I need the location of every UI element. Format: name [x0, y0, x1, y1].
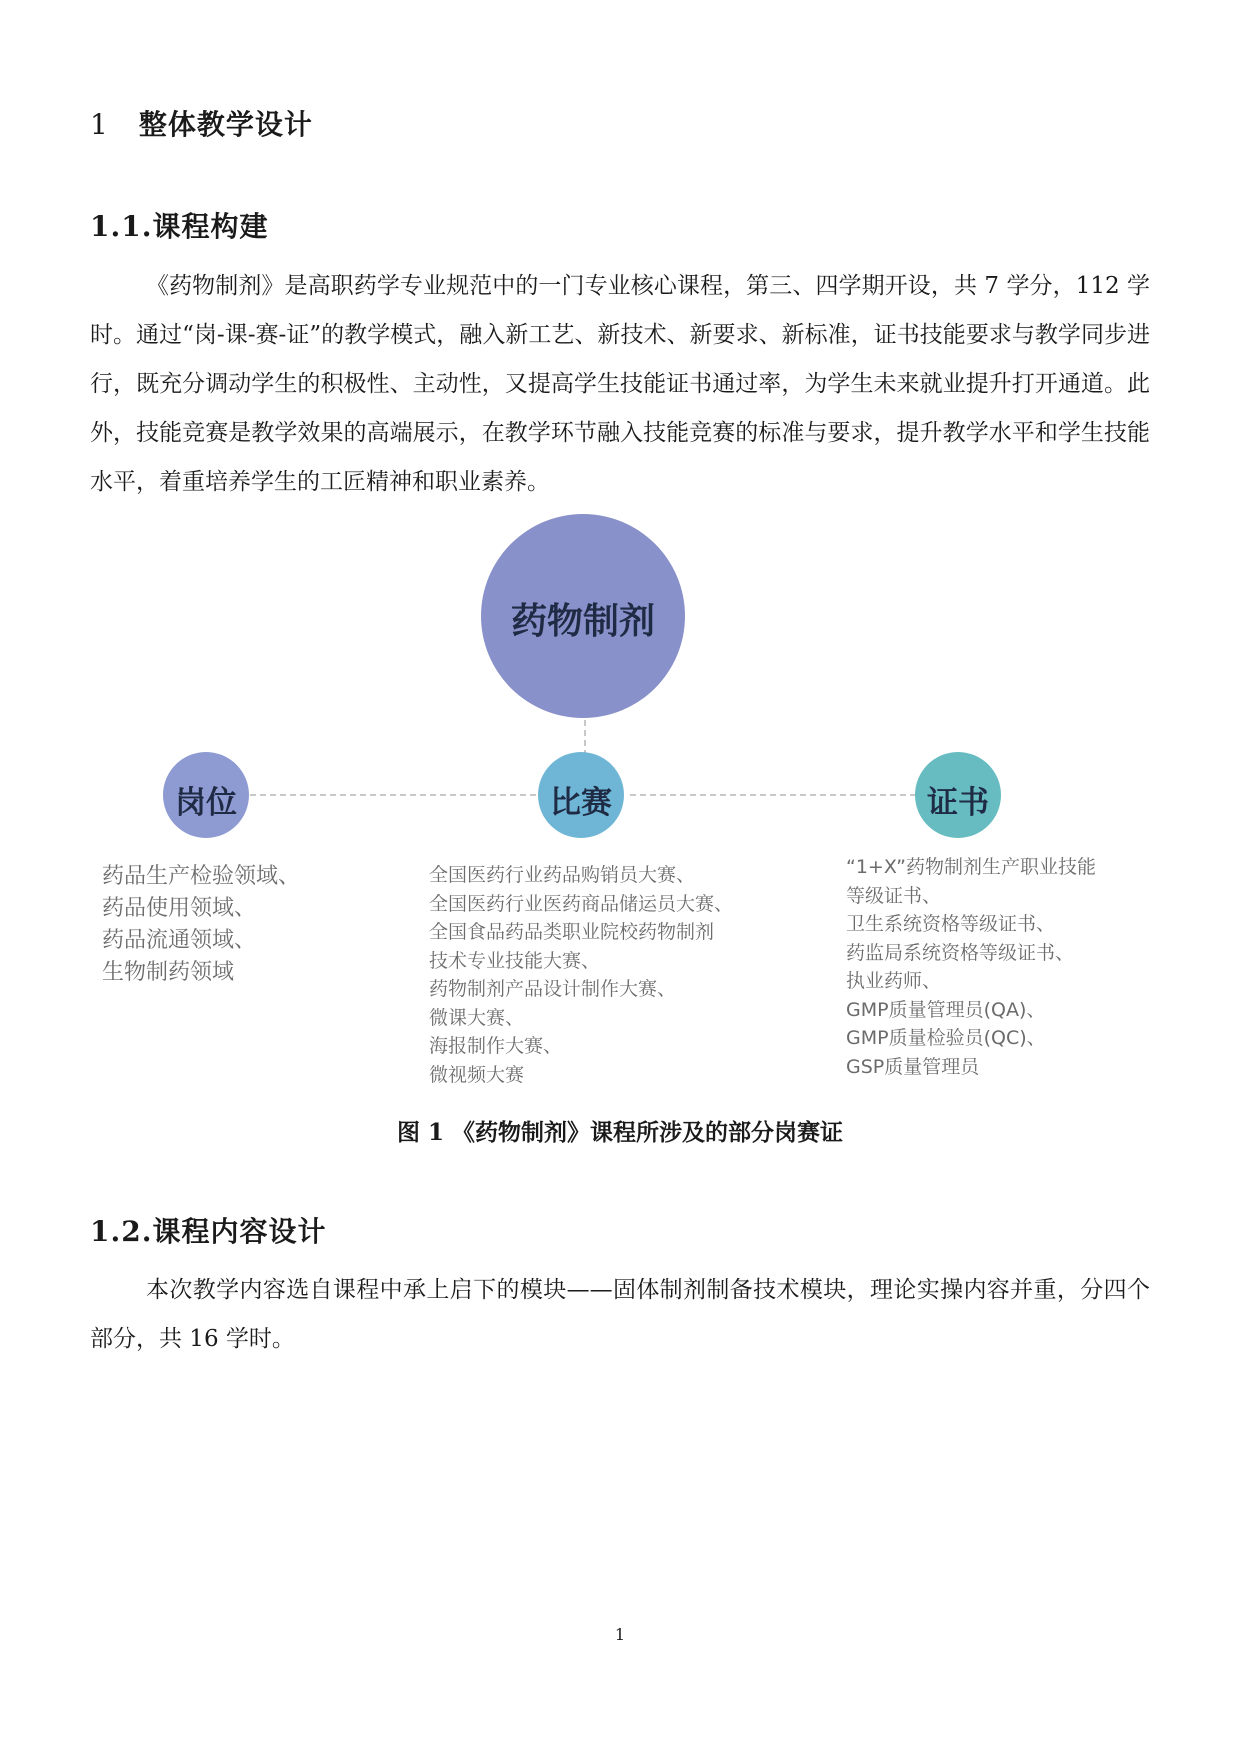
contest-list	[429, 861, 733, 1089]
list-item: 等级证书、	[846, 884, 942, 907]
list-item: 全国医药行业药品购销员大赛、	[429, 864, 696, 886]
chapter-heading	[90, 103, 313, 143]
list-item: GMP质量检验员(QC)、	[846, 1027, 1046, 1049]
section-1-2-paragraph: 本次教学内容选自课程中承上启下的模块——固体制剂制备技术模块，理论实操内容并重，分四个部分，共 16 学时。	[90, 1277, 1150, 1352]
center-label: 药物制剂	[510, 601, 655, 642]
list-item: 全国食品药品类职业院校药物制剂	[429, 921, 715, 943]
list-item: 执业药师、	[846, 970, 942, 992]
list-item: 微课大赛、	[429, 1006, 525, 1029]
list-item: 药物制剂产品设计制作大赛、	[429, 978, 677, 1000]
list-item: 卫生系统资格等级证书、	[846, 913, 1056, 935]
cert-list	[846, 853, 1096, 1081]
post-list	[102, 861, 300, 989]
list-item: 药品生产检验领域、	[102, 864, 301, 889]
page-number: 1	[614, 1625, 626, 1644]
list-item: 药监局系统资格等级证书、	[846, 941, 1075, 964]
contest-label: 比赛	[550, 785, 612, 821]
list-item: GMP质量管理员(QA)、	[846, 998, 1046, 1021]
list-item: 生物制药领域	[102, 960, 235, 985]
chapter-title: 整体教学设计	[138, 108, 313, 141]
section-1-1-paragraph: 《药物制剂》是高职药学专业规范中的一门专业核心课程，第三、四学期开设，共 7 学分，112 学时。通过“岗-课-赛-证”的教学模式，融入新工艺、新技术、新要求、新标准，证书技能要求与教学同步进行，既充分调动学生的积极性、主动性，又提高学生技能证书通过率，为学生未来就业提升打开通道。此外，技能竞赛是教学效果的高端展示，在教学环节融入技能竞赛的标准与要求，提升教学水平和学生技能水平，着重培养学生的工匠精神和职业素养。	[90, 273, 1150, 495]
list-item: 全国医药行业医药商品储运员大赛、	[429, 892, 734, 915]
course-figure	[90, 505, 1150, 1115]
chapter-number: 1	[90, 108, 109, 141]
list-item: 微视频大赛	[429, 1063, 525, 1086]
section-1-1-heading: 1.1.课程构建	[90, 210, 269, 243]
figure-caption: 图 1 《药物制剂》课程所涉及的部分岗赛证	[396, 1119, 844, 1146]
list-item: 药品使用领域、	[102, 896, 257, 921]
post-label: 岗位	[175, 785, 237, 821]
list-item: 药品流通领域、	[102, 928, 257, 953]
list-item: GSP质量管理员	[846, 1055, 980, 1078]
list-item: “1+X”药物制剂生产职业技能	[846, 856, 1096, 878]
cert-label: 证书	[927, 785, 989, 821]
section-1-2-heading: 1.2.课程内容设计	[90, 1215, 327, 1248]
list-item: 技术专业技能大赛、	[429, 949, 601, 972]
list-item: 海报制作大赛、	[429, 1035, 563, 1057]
